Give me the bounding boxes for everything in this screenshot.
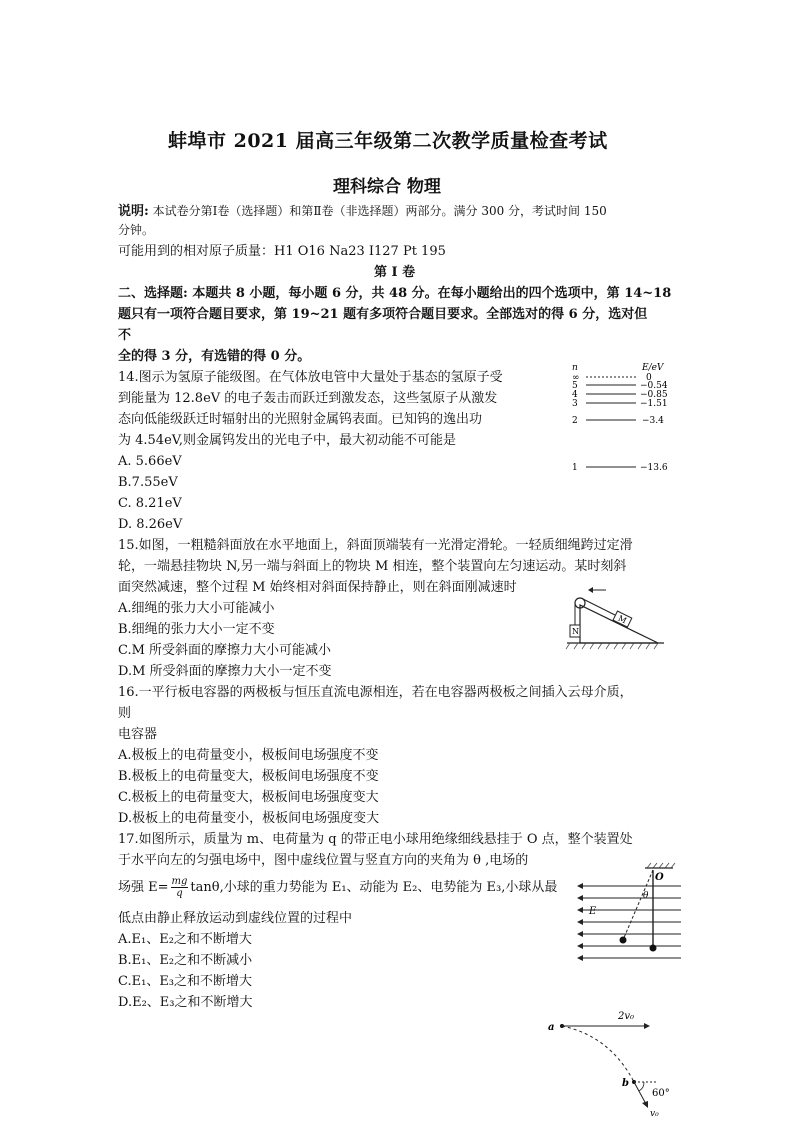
q17-line-3-post: tanθ,小球的重力势能为 E₁、动能为 E₂、电势能为 E₃,小球从最 bbox=[190, 880, 558, 895]
level-e-inf: 0 bbox=[646, 373, 652, 383]
point-b-label: b bbox=[622, 1078, 629, 1089]
velocity-arrow-head bbox=[588, 587, 593, 593]
ball-dashed bbox=[620, 937, 627, 944]
level-e-3: −1.51 bbox=[640, 399, 668, 409]
n-header: n bbox=[572, 363, 578, 373]
trajectory-diagram bbox=[540, 1006, 690, 1120]
q14-line-4: 为 4.54eV,则金属钨发出的光电子中，最大初动能不可能是 bbox=[118, 433, 457, 448]
level-e-5: −0.54 bbox=[640, 381, 668, 391]
q15-option-d: D.M 所受斜面的摩擦力大小一定不变 bbox=[118, 664, 332, 679]
q17-line-4: 低点由静止释放运动到虚线位置的过程中 bbox=[118, 911, 353, 926]
pendulum-field-diagram bbox=[573, 862, 685, 964]
q15-option-b: B.细绳的张力大小一定不变 bbox=[118, 622, 275, 637]
trajectory-path bbox=[562, 1026, 634, 1082]
q15-line-3: 面突然减速，整个过程 M 始终相对斜面保持静止，则在斜面刚减速时 bbox=[118, 580, 517, 595]
theta-label: θ bbox=[643, 891, 649, 901]
q17-line-1: 17.如图所示，质量为 m、电荷量为 q 的带正电小球用绝缘细线悬挂于 O 点，整个装置处 bbox=[118, 832, 633, 847]
q16-line-2: 则 bbox=[118, 706, 132, 721]
angle-label: 60° bbox=[652, 1088, 670, 1099]
field-e-label: E bbox=[589, 906, 597, 917]
q16-option-b: B.极板上的电荷量变大，极板间电场强度不变 bbox=[118, 769, 379, 784]
q17-option-d: D.E₂、E₃之和不断增大 bbox=[118, 995, 253, 1010]
q17-option-c: C.E₁、E₃之和不断增大 bbox=[118, 974, 253, 989]
q14-option-c: C. 8.21eV bbox=[118, 496, 182, 511]
section-instr-4: 全的得 3 分，有选错的得 0 分。 bbox=[118, 349, 311, 364]
block-m-label: M bbox=[616, 613, 628, 626]
q15-line-1: 15.如图，一粗糙斜面放在水平地面上，斜面顶端装有一光滑定滑轮。一轻质细绳跨过定滑 bbox=[118, 538, 633, 553]
q15-option-c: C.M 所受斜面的摩擦力大小可能减小 bbox=[118, 643, 332, 658]
section-instr-1: 二、选择题: 本题共 8 小题，每小题 6 分，共 48 分。在每小题给出的四个选项中，第 14~18 bbox=[118, 286, 672, 301]
rope-incline bbox=[583, 599, 615, 615]
q17-fraction bbox=[171, 876, 189, 899]
q16-line-1: 16.一平行板电容器的两极板与恒压直流电源相连，若在电容器两极板之间插入云母介质， bbox=[118, 685, 633, 700]
q15-option-a: A.细绳的张力大小可能减小 bbox=[118, 601, 275, 616]
angle-arc bbox=[639, 1082, 644, 1091]
incline-wedge bbox=[580, 605, 658, 643]
level-n-2: 2 bbox=[572, 416, 578, 426]
level-n-1: 1 bbox=[572, 463, 578, 473]
q17-line-3 bbox=[118, 876, 557, 899]
level-e-2: −3.4 bbox=[642, 416, 664, 426]
q15-line-2: 轮，一端悬挂物块 N,另一端与斜面上的物块 M 相连，整个装置向左匀速运动。某时刻斜 bbox=[118, 559, 627, 574]
block-m bbox=[613, 611, 632, 627]
q14-option-a: A. 5.66eV bbox=[118, 454, 182, 469]
level-n-5: 5 bbox=[572, 381, 578, 391]
section-instr-2: 题只有一项符合题目要求，第 19~21 题有多项符合题目要求。全部选对的得 6 分，选对但 bbox=[118, 307, 648, 322]
q16-option-d: D.极板上的电荷量变小，极板间电场强度变大 bbox=[118, 811, 380, 826]
ball-bottom bbox=[650, 945, 657, 952]
q16-option-c: C.极板上的电荷量变大，极板间电场强度变大 bbox=[118, 790, 379, 805]
level-e-1: −13.6 bbox=[640, 463, 668, 473]
q17-line-2: 于水平向左的匀强电场中，图中虚线位置与竖直方向的夹角为 θ ,电场的 bbox=[118, 853, 529, 868]
q17-option-b: B.E₁、E₂之和不断减小 bbox=[118, 953, 253, 968]
level-e-4: −0.85 bbox=[640, 390, 668, 400]
level-n-4: 4 bbox=[572, 390, 578, 400]
velocity-top-label: 2v₀ bbox=[618, 1011, 635, 1022]
page-subtitle: 理科综合 物理 bbox=[333, 177, 441, 197]
q17-option-a: A.E₁、E₂之和不断增大 bbox=[118, 932, 252, 947]
q14-option-d: D. 8.26eV bbox=[118, 517, 183, 532]
q14-line-1: 14.图示为氢原子能级图。在气体放电管中大量处于基态的氢原子受 bbox=[118, 370, 503, 385]
field-arrowheads bbox=[577, 883, 583, 961]
field-lines bbox=[579, 886, 681, 958]
velocity-bottom-head bbox=[642, 1101, 648, 1108]
q14-option-b: B.7.55eV bbox=[118, 475, 178, 490]
velocity-bottom-label: v₀ bbox=[650, 1109, 659, 1119]
exam-note-cont: 分钟。 bbox=[118, 223, 155, 237]
velocity-bottom bbox=[634, 1082, 646, 1104]
q16-line-3: 电容器 bbox=[118, 727, 158, 742]
energy-level-diagram bbox=[560, 358, 680, 478]
string-dashed bbox=[623, 870, 653, 940]
q14-line-2: 到能量为 12.8eV 的电子轰击而跃迁到激发态，这些氢原子从激发 bbox=[118, 391, 498, 406]
point-o-label: O bbox=[655, 872, 664, 883]
q17-frac-den: q bbox=[176, 888, 183, 899]
q14-line-3: 态向低能级跃迁时辐射出的光照射金属钨表面。已知钨的逸出功 bbox=[118, 412, 483, 427]
point-a-label: a bbox=[548, 1022, 555, 1033]
section-heading: 第 I 卷 bbox=[374, 265, 416, 280]
atomic-masses: 可能用到的相对原子质量：H1 O16 Na23 I127 Pt 195 bbox=[118, 244, 446, 259]
level-n-3: 3 bbox=[572, 399, 578, 409]
block-n-label: N bbox=[572, 627, 579, 636]
q16-option-a: A.极板上的电荷量变小，极板间电场强度不变 bbox=[118, 748, 379, 763]
ceiling-hatch bbox=[647, 863, 675, 868]
note-text: 本试卷分第Ⅰ卷（选择题）和第Ⅱ卷（非选择题）两部分。满分 300 分，考试时间 150 bbox=[148, 204, 607, 218]
section-instr-3: 不 bbox=[118, 328, 132, 343]
incline-pulley-diagram bbox=[562, 583, 668, 653]
q17-efield-label: 场强 E= bbox=[118, 880, 169, 895]
q17-frac-num: mg bbox=[171, 876, 188, 887]
ground-hatch bbox=[566, 643, 658, 649]
exam-note bbox=[118, 202, 607, 221]
velocity-top-head bbox=[644, 1023, 650, 1029]
page-title: 蚌埠市 2021 届高三年级第二次教学质量检查考试 bbox=[168, 130, 608, 152]
e-header: E/eV bbox=[642, 363, 664, 373]
note-label: 说明: bbox=[118, 204, 149, 219]
level-n-inf: ∞ bbox=[572, 373, 580, 383]
